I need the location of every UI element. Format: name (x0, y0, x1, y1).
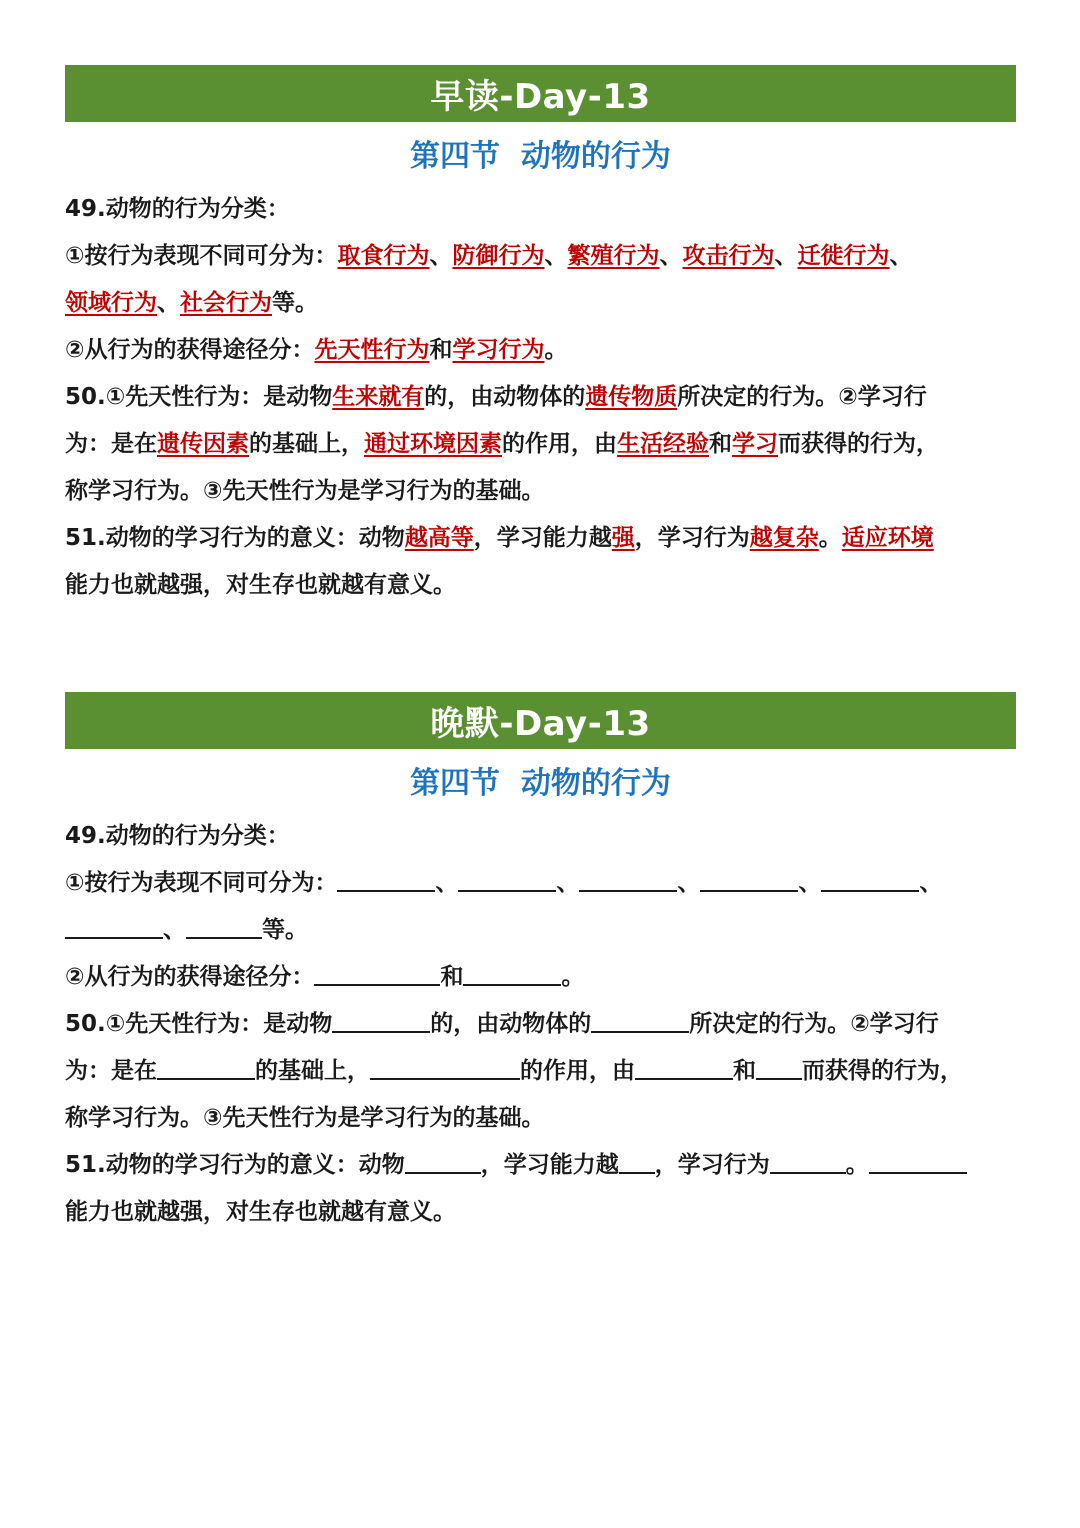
text: ①按行为表现不同可分为： (65, 243, 338, 269)
text: 所决定的行为。②学习行 (677, 384, 927, 410)
separator: 、 (556, 870, 580, 896)
q51-line-2: 能力也就越强，对生存也就越有意义。 (65, 1199, 456, 1225)
separator: 、 (889, 243, 913, 269)
separator: 、 (798, 870, 822, 896)
text: 和 (733, 1058, 756, 1084)
text: ，学习能力越 (480, 1152, 619, 1178)
separator: 、 (677, 870, 701, 896)
text: 的，由动物体的 (424, 384, 586, 410)
answer-text: 取食行为 (337, 243, 430, 269)
morning-section (65, 65, 1016, 609)
answer-text: 繁殖行为 (567, 243, 660, 269)
answer-text: 生来就有 (332, 384, 425, 410)
fill-blank[interactable] (314, 958, 440, 986)
q51-line-1 (65, 1142, 1016, 1189)
q49-line-3 (65, 954, 1016, 1001)
answer-text: 遗传因素 (157, 431, 249, 457)
fill-blank[interactable] (405, 1146, 481, 1174)
fill-blank[interactable] (869, 1146, 967, 1174)
fill-blank[interactable] (579, 864, 677, 892)
evening-content (65, 813, 1016, 1236)
separator: 、 (919, 870, 943, 896)
answer-text: 越复杂 (749, 525, 819, 551)
text: 。 (544, 337, 568, 363)
q49-heading: 49.动物的行为分类： (65, 196, 290, 222)
text: 。 (561, 964, 585, 990)
separator: 、 (163, 917, 186, 943)
answer-text: 遗传物质 (585, 384, 678, 410)
text: 50.①先天性行为：是动物 (65, 1011, 333, 1037)
fill-blank[interactable] (186, 911, 262, 939)
answer-text: 学习行为 (452, 337, 545, 363)
text: 和 (440, 964, 464, 990)
separator: 、 (544, 243, 568, 269)
answer-text: 社会行为 (180, 290, 272, 316)
text: 的基础上， (255, 1058, 370, 1084)
morning-banner: 早读-Day-13 (65, 65, 1016, 122)
fill-blank[interactable] (770, 1146, 846, 1174)
answer-text: 防御行为 (452, 243, 545, 269)
fill-blank[interactable] (65, 911, 163, 939)
q50-line-3: 称学习行为。③先天性行为是学习行为的基础。 (65, 478, 545, 504)
text: 的作用，由 (520, 1058, 635, 1084)
separator: 、 (435, 870, 459, 896)
fill-blank[interactable] (756, 1052, 802, 1080)
text: 。 (845, 1152, 869, 1178)
text: 等。 (262, 917, 308, 943)
text: ，学习行为 (654, 1152, 770, 1178)
q50-line-1 (65, 1001, 1016, 1048)
answer-text: 迁徙行为 (797, 243, 890, 269)
answer-text: 攻击行为 (682, 243, 775, 269)
q51-line-2: 能力也就越强，对生存也就越有意义。 (65, 572, 456, 598)
text: ②从行为的获得途径分： (65, 964, 315, 990)
separator: 、 (659, 243, 683, 269)
fill-blank[interactable] (370, 1052, 520, 1080)
q49-line-2 (65, 280, 1016, 327)
text: 为：是在 (65, 1058, 157, 1084)
text: ，学习行为 (634, 525, 750, 551)
q49-line-2 (65, 907, 1016, 954)
answer-text: 学习 (732, 431, 778, 457)
text: 而获得的行为， (802, 1058, 963, 1084)
q49-line-1 (65, 233, 1016, 280)
text: ①按行为表现不同可分为： (65, 870, 338, 896)
fill-blank[interactable] (337, 864, 435, 892)
morning-content (65, 186, 1016, 609)
fill-blank[interactable] (635, 1052, 733, 1080)
text: 所决定的行为。②学习行 (689, 1011, 939, 1037)
text: 和 (709, 431, 732, 457)
text: 的基础上， (249, 431, 364, 457)
fill-blank[interactable] (458, 864, 556, 892)
answer-text: 越高等 (404, 525, 474, 551)
evening-banner: 晚默-Day-13 (65, 692, 1016, 749)
answer-text: 领域行为 (65, 290, 157, 316)
fill-blank[interactable] (463, 958, 561, 986)
q50-line-1 (65, 374, 1016, 421)
fill-blank[interactable] (700, 864, 798, 892)
q51-line-1 (65, 515, 1016, 562)
q49-line-3 (65, 327, 1016, 374)
evening-subtitle: 第四节 动物的行为 (410, 766, 671, 801)
text: 和 (429, 337, 453, 363)
text: 而获得的行为， (778, 431, 939, 457)
fill-blank[interactable] (332, 1005, 430, 1033)
fill-blank[interactable] (821, 864, 919, 892)
fill-blank[interactable] (591, 1005, 689, 1033)
separator: 、 (429, 243, 453, 269)
separator: 、 (774, 243, 798, 269)
answer-text: 强 (611, 525, 635, 551)
text: ②从行为的获得途径分： (65, 337, 315, 363)
q50-line-2 (65, 1048, 1016, 1095)
answer-text: 适应环境 (841, 525, 934, 551)
q49-line-1 (65, 860, 1016, 907)
text: ，学习能力越 (473, 525, 612, 551)
text: 50.①先天性行为：是动物 (65, 384, 333, 410)
text: 等。 (272, 290, 318, 316)
fill-blank[interactable] (619, 1146, 655, 1174)
answer-text: 先天性行为 (314, 337, 430, 363)
text: 的，由动物体的 (430, 1011, 592, 1037)
q49-heading: 49.动物的行为分类： (65, 823, 290, 849)
separator: 、 (157, 290, 180, 316)
answer-text: 生活经验 (617, 431, 709, 457)
q50-line-3: 称学习行为。③先天性行为是学习行为的基础。 (65, 1105, 545, 1131)
text: 。 (818, 525, 842, 551)
text: 51.动物的学习行为的意义：动物 (65, 1152, 405, 1178)
text: 的作用，由 (502, 431, 617, 457)
fill-blank[interactable] (157, 1052, 255, 1080)
evening-section (65, 692, 1016, 1236)
text: 51.动物的学习行为的意义：动物 (65, 525, 405, 551)
morning-subtitle: 第四节 动物的行为 (410, 139, 671, 174)
answer-text: 通过环境因素 (364, 431, 502, 457)
q50-line-2 (65, 421, 1016, 468)
text: 为：是在 (65, 431, 157, 457)
